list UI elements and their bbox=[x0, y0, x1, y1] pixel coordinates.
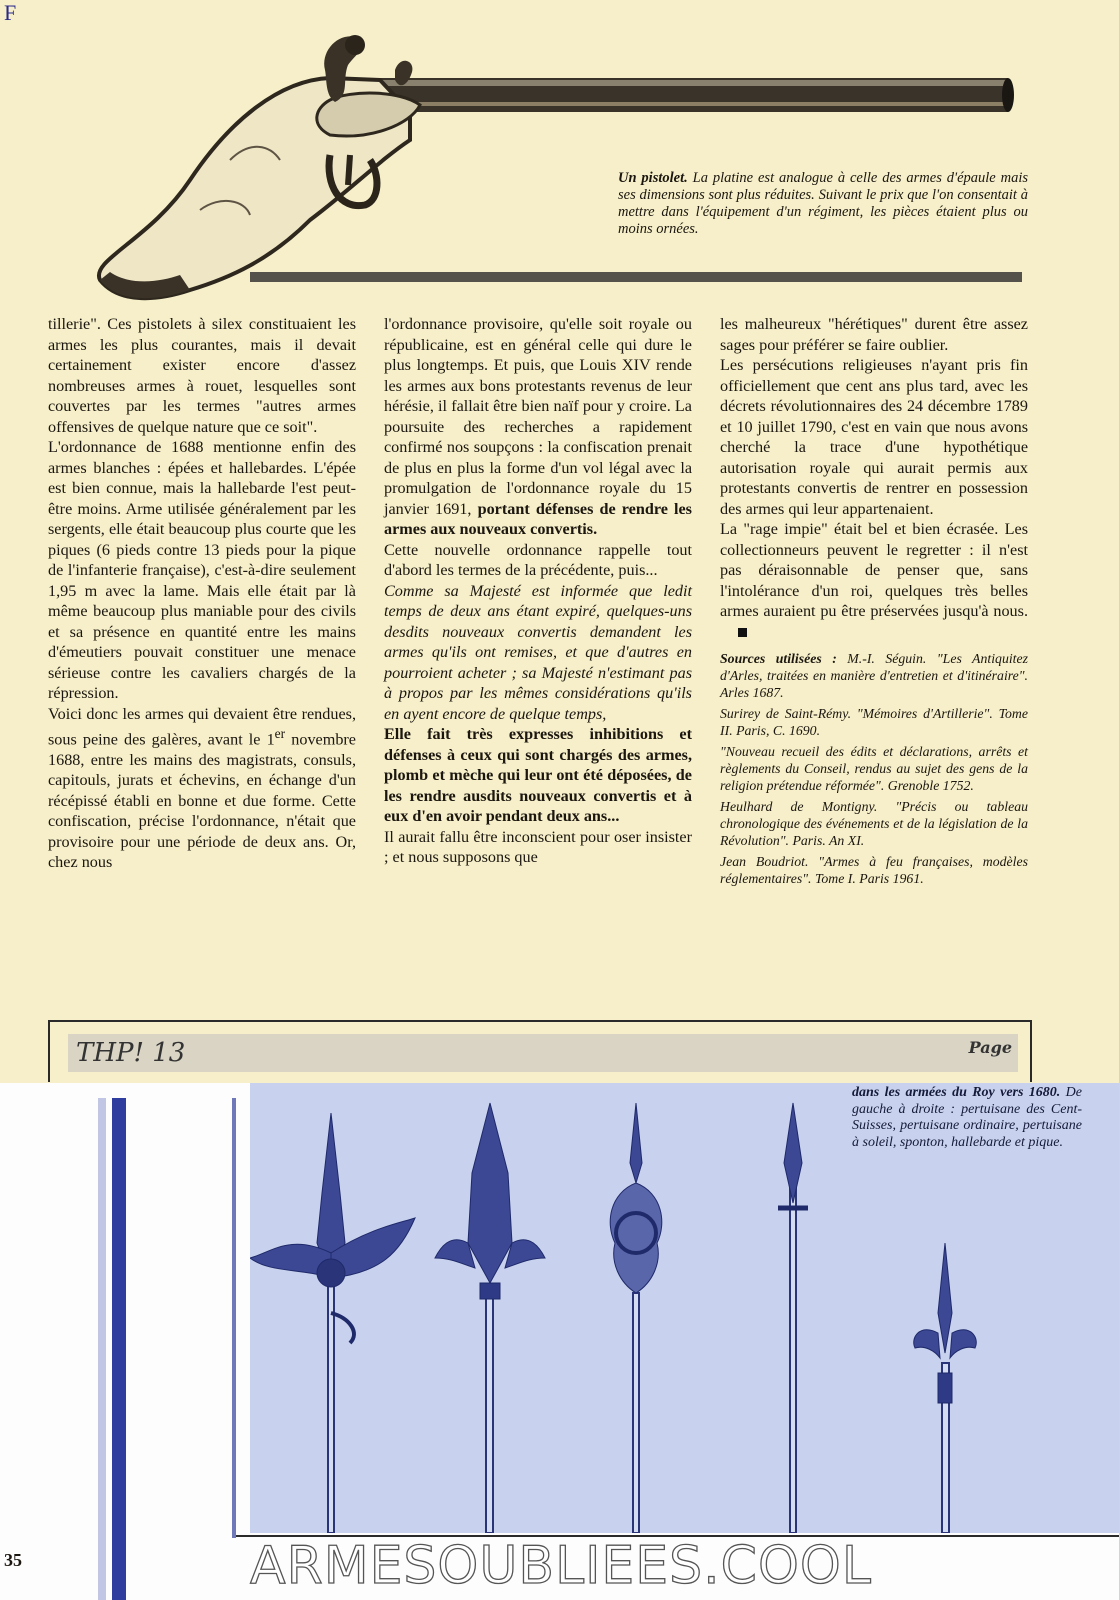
col1-paragraph-2: L'ordonnance de 1688 mentionne enfin des armes blanches : épées et hallebardes. L'épée est bien connue, mais la hallebarde l'est peut-être moins. Arme utilisée généralement par les sergents, elle était beaucoup plus courte que les piques (6 pieds contre 13 pieds pour la pique de l'infanterie française), c'est-à-dire seulement 1,95 m avec la lame. Mais elle était par là même beaucoup plus maniable pour des civils et sa présence en quantité entre les mains d'émeutiers pouvait constituer une menace sérieuse contre les cavaliers chargés de la répression. bbox=[48, 438, 356, 702]
col2-paragraph-1 bbox=[384, 314, 692, 540]
handwriting-right: Page bbox=[968, 1038, 1012, 1057]
sources-label: Sources utilisées : bbox=[720, 651, 837, 666]
col3-p3-text: La "rage impie" était bel et bien écrasée. Les collectionneurs peuvent le regretter : il n'est pas déraisonnable de penser que, sans l'intolérance d'un roi, quelques très belles armes auraient pu être préservées jusqu'à nous. bbox=[720, 520, 1028, 620]
handwriting-left: THP! 13 bbox=[76, 1038, 186, 1068]
source-5: Jean Boudriot. "Armes à feu françaises, modèles réglementaires". Tome I. Paris 1961. bbox=[720, 854, 1028, 886]
source-1-text: M.-I. Séguin. "Les Antiquitez d'Arles, traitées en manière d'entretien et d'itinéraire". Arles 1687. bbox=[720, 651, 1029, 700]
caption-title: Un pistolet. bbox=[618, 170, 688, 186]
handwriting-strip bbox=[68, 1034, 1018, 1072]
article-column-2 bbox=[384, 314, 692, 868]
sources-list bbox=[720, 650, 1028, 887]
col3-paragraph-3 bbox=[720, 519, 1028, 642]
col2-p1-text: l'ordonnance provisoire, qu'elle soit royale ou républicaine, est en général celle qui dure le plus longtemps. Et puis, que Louis XIV rende les armes aux bons protestants revenus de leur hérésie, il fallait être bien naïf pour y croire. La poursuite des recherches a rapidement confirmé nos soupçons : la confiscation prenait de plus en plus la forme d'un vol légal avec la promulgation de l'ordonnance royale du 15 janvier 1691, bbox=[384, 315, 692, 518]
source-2: Surirey de Saint-Rémy. "Mémoires d'Artillerie". Tome II. Paris, C. 1690. bbox=[720, 706, 1028, 738]
left-border-thin bbox=[232, 1098, 236, 1538]
polearm-caption-text: De gauche à droite : pertuisane des Cent-Suisses, pertuisane ordinaire, pertuisane à soleil, sponton, hallebarde et pique. bbox=[852, 1085, 1082, 1150]
col1-paragraph-3 bbox=[48, 704, 356, 873]
col1-p3-sup: er bbox=[274, 726, 286, 741]
end-mark-icon bbox=[738, 628, 747, 637]
page-number: 35 bbox=[4, 1550, 22, 1570]
source-3: "Nouveau recueil des édits et déclarations, arrêts et règlements du Conseil, rendus au sujet des gens de la religion prétendue réformée". Grenoble 1752. bbox=[720, 744, 1028, 793]
polearm-caption bbox=[852, 1085, 1082, 1151]
article-column-1 bbox=[48, 314, 356, 873]
source-4: Heulhard de Montigny. "Précis ou tableau chronologique des événements et de la législation de la Révolution". Paris. An XI. bbox=[720, 799, 1028, 848]
col3-paragraph-2: Les persécutions religieuses n'ayant pris fin officiellement que cent ans plus tard, avec les décrets révolutionnaires des 24 décembre 1789 et 10 juillet 1790, c'est en vain que nous avons cherché la trace d'une hypothétique autorisation royale qui aurait permis aux protestants convertis de rentrer en possession des armes qui leur appartenaient. bbox=[720, 356, 1028, 518]
col1-p3-start: Voici donc les armes qui devaient être rendues, sous peine des galères, avant le 1 bbox=[48, 704, 356, 749]
col1-paragraph-1: tillerie". Ces pistolets à silex constituaient les armes les plus courantes, mais il devait certainement exister encore d'assez nombreuses armes à rouet, lesquelles sont couvertes par les termes "autres armes offensives de quelque nature que ce soit". bbox=[48, 315, 356, 436]
col2-quote-italic: Comme sa Majesté est informée que ledit temps de deux ans étant expiré, quelques-uns desdits nouveaux convertis demandent les armes qu'ils ont remises, et que d'autres en pourroient acheter ; sa Majesté n'estimant pas à propos par les mêmes considérations qu'ils en ayent encore de quelque temps, bbox=[384, 581, 692, 723]
col2-paragraph-5: Il aurait fallu être inconscient pour oser insister ; et nous supposons que bbox=[384, 827, 692, 866]
horizontal-rule bbox=[250, 272, 1022, 282]
col1-p3-end: novembre 1688, entre les mains des magistrats, consuls, capitouls, jurats et échevins, en échange d'un récépissé établi en bonne et due forme. Cette confiscation, précise l'ordonnance, n'était que provisoire pour une période de deux ans. Or, chez nous bbox=[48, 730, 356, 872]
polearm-caption-bold: dans les armées du Roy vers 1680. bbox=[852, 1085, 1061, 1100]
caption-text: La platine est analogue à celle des armes d'épaule mais ses dimensions sont plus réduites. Suivant le prix que l'on consentait à mettre dans l'équipement d'un régiment, les pièces étaient plus ou moins ornées. bbox=[618, 170, 1029, 237]
left-border-light bbox=[98, 1098, 106, 1600]
corner-mark: F bbox=[4, 0, 17, 25]
pistol-caption bbox=[618, 170, 1028, 238]
article-column-3 bbox=[720, 314, 1028, 891]
col2-p1-bold: portant défenses de rendre les armes aux nouveaux convertis. bbox=[384, 499, 692, 538]
watermark: ARMESOUBLIEES.COOL bbox=[250, 1536, 872, 1596]
left-border-dark bbox=[112, 1098, 126, 1600]
source-1 bbox=[720, 650, 1028, 701]
col2-quote-bold: Elle fait très expresses inhibitions et défenses à ceux qui sont chargés des armes, plomb et mèche qui leur ont été déposées, de les rendre ausdits nouveaux convertis et à eux d'en avoir pendant deux ans... bbox=[384, 725, 692, 825]
col2-paragraph-2: Cette nouvelle ordonnance rappelle tout d'abord les termes de la précédente, puis... bbox=[384, 540, 692, 579]
col3-paragraph-1: les malheureux "hérétiques" durent être assez sages pour préférer se faire oublier. bbox=[720, 315, 1028, 354]
pistol-illustration bbox=[80, 10, 1040, 310]
